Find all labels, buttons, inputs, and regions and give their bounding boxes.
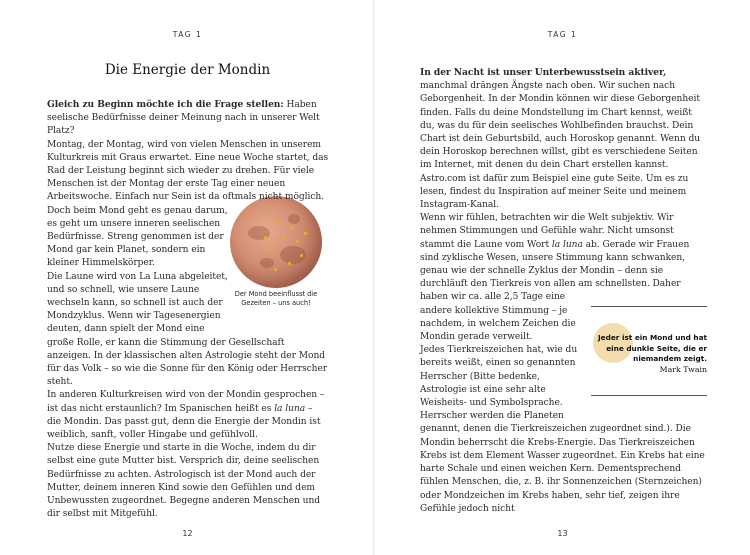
- intro-paragraph: Gleich zu Beginn möchte ich die Frage stellen: Haben seelische Bedürfnisse deiner Meinung nach in unserer Welt Platz?: [47, 99, 320, 137]
- paragraph: Jedes Tierkreiszeichen hat, wie du bereits weißt, einen so genannten Herrscher (Bitte bedenke, Astrologie ist eine sehr alte Weisheits- und Symbolsprache. Herrscher werden die Planeten genannt, denen die Tierkreiszeichen zugeordnet sind.). Die Mondin beherrscht die Krebs-Energie. Das Tierkreiszeichen Krebs ist dem Element Wasser zugeordnet. Ein Krebs hat eine harte Schale und einen weichen Kern. Dementsprechend fühlen Menschen, die, z. B. ihr Sonnenzeichen (Sternzeichen) oder Mondzeichen im Krebs haben, sehr tief, zeigen ihre Gefühle jedoch nicht: [420, 345, 705, 514]
- quote-author: Mark Twain: [659, 365, 707, 374]
- day-tag: TAG 1: [547, 30, 578, 39]
- paragraph: Nutze diese Energie und starte in die Woche, indem du dir selbst eine gute Mutter bist. Versprich dir, deine seelischen Bedürfnisse zu achten. Astrologisch ist der Mond auch der Mutter, deinem inneren Kind sowie den Gefühlen und dem Unbewussten zugeordnet. Begegne anderen Menschen und dir selbst mit Mitgefühl.: [47, 443, 321, 520]
- paragraph: Die Laune wird von La Luna abgeleitet, und so schnell, wie unsere Laune wechseln kann, so schnell ist auch der Mondzyklus. Wenn wir Tagesenergien deuten, dann spielt der Mond eine große Rolle, er kann die Stimmung der Gesellschaft anzeigen. In der klassischen alten Astrologie steht der Mond für das Volk – so wie die Sonne für den König oder Herrscher steht.: [47, 271, 328, 388]
- moon-wrap-spacer: [229, 208, 329, 326]
- page-number: 13: [557, 529, 568, 538]
- right-page: [375, 0, 750, 555]
- day-tag: TAG 1: [172, 30, 203, 39]
- page-number: 12: [182, 529, 193, 538]
- paragraph: In der Nacht ist unser Unterbewusstsein aktiver, manchmal drängen Ängste nach oben. Wir suchen nach Geborgenheit. In der Mondin können wir diese Geborgenheit finden. Falls du deine Mondstellung im Chart kennst, weißt du, was du für dein seelisches Wohlbefinden brauchst. Dein Chart ist dein Geburtsbild, auch Horoskop genannt. Wenn du dein Horoskop berechnen willst, gibt es verschiedene Seiten im Internet, mit denen du dein Chart erstellen kannst. Astro.com ist dafür zum Beispiel eine gute Seite. Um es zu lesen, findest du Inspiration auf meiner Seite und meinem Instagram-Kanal.: [420, 67, 701, 211]
- quote-wrap-spacer: [578, 302, 706, 414]
- paragraph: Montag, der Montag, wird von vielen Menschen in unserem Kulturkreis mit Graus erwartet. Eine neue Woche startet, das Rad der Leistung beginnt sich wieder zu drehen. Für viele Menschen ist der Montag der erste Tag einer neuen Arbeitswoche. Einfach nur Sein ist da oftmals nicht möglich. Doch beim Mond geht es genau darum, es geht um unsere inneren seelischen Bedürfnisse. Streng genommen ist der Mond gar kein Planet, sondern ein kleiner Himmelskörper.: [47, 139, 329, 269]
- paragraph: Wenn wir fühlen, betrachten wir die Welt subjektiv. Wir nehmen Stimmungen und Gefühle wahr. Nicht umsonst stammt die Laune vom Wort la luna ab. Gerade wir Frauen sind zyklische Wesen, unsere Stimmung kann schwanken, genau wie der schnelle Zyklus der Mondin – denn sie durchläuft den Tierkreis von allen am schnellsten. Daher haben wir ca. alle 2,5 Tage eine andere kollektive Stimmung – je nachdem, in welchem Zeichen die Mondin gerade verweilt.: [420, 213, 690, 343]
- quote-text: Jeder ist ein Mond und hat eine dunkle Seite, die er niemandem zeigt.: [597, 333, 707, 363]
- right-body-text: [420, 66, 706, 516]
- left-body-text: [47, 98, 329, 522]
- chapter-title: Die Energie der Mondin: [104, 62, 271, 78]
- moon-caption: Der Mond beeinflusst die Gezeiten – uns auch!: [234, 290, 318, 307]
- paragraph: In anderen Kulturkreisen wird von der Mondin gesprochen – ist das nicht erstaunlich? Im Spanischen heißt es la luna – die Mondin. Das passt gut, denn die Energie der Mondin ist weiblich, sanft, voller Hingabe und gefühlvoll.: [47, 390, 325, 441]
